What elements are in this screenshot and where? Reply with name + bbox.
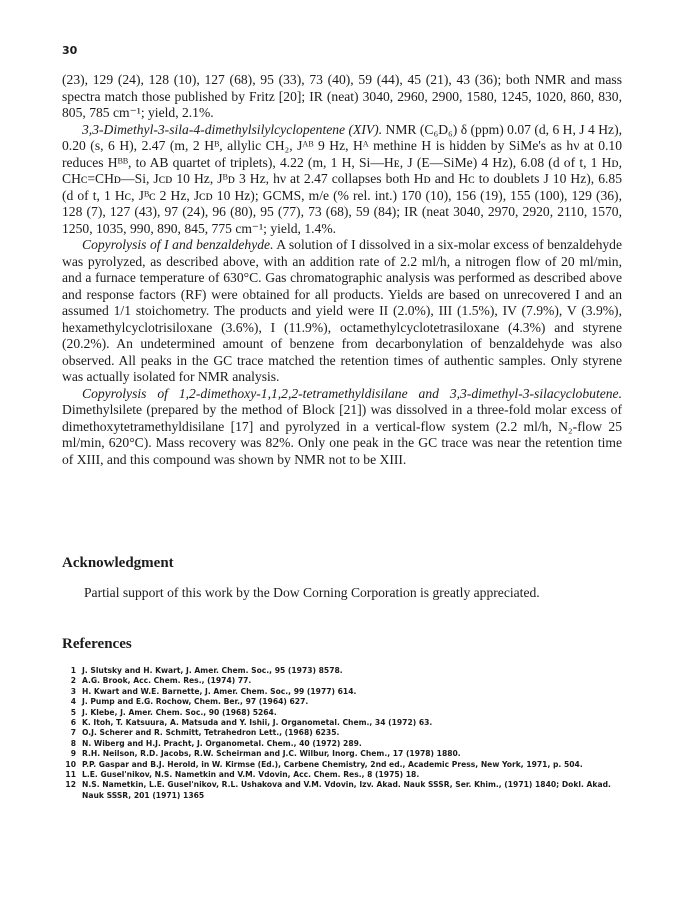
- reference-item: [62, 749, 627, 759]
- reference-number: 1: [70, 666, 76, 675]
- reference-text: K. Itoh, T. Katsuura, A. Matsuda and Y. Ishii, J. Organometal. Chem., 34 (1972) 63.: [82, 718, 433, 728]
- reference-item: [62, 708, 627, 718]
- paragraph-fritz-data: (23), 129 (24), 128 (10), 127 (68), 95 (33), 73 (40), 59 (44), 45 (21), 43 (36); both NMR and mass spectra match those published by Fritz [20]; IR (neat) 3040, 2960, 2900, 1580, 1245, 1020, 860, 830, 805, 785 cm⁻¹; yield, 2.1%.: [62, 72, 622, 120]
- reference-item: [62, 718, 627, 728]
- reference-text: A.G. Brook, Acc. Chem. Res., (1974) 77.: [82, 676, 252, 686]
- reference-text: P.P. Gaspar and B.J. Herold, in W. Kirmse (Ed.), Carbene Chemistry, 2nd ed., Academic Press, New York, 1971, p. 504.: [82, 759, 583, 769]
- reference-number: 10: [65, 759, 76, 769]
- reference-text: L.E. Gusel'nikov, N.S. Nametkin and V.M. Vdovin, Acc. Chem. Res., 8 (1975) 18.: [82, 770, 420, 780]
- reference-text: H. Kwart and W.E. Barnette, J. Amer. Chem. Soc., 99 (1977) 614.: [82, 686, 357, 696]
- acknowledgment-text: Partial support of this work by the Dow Corning Corporation is greatly appreciated.: [84, 585, 540, 600]
- reference-item: [62, 728, 627, 738]
- reference-item: [62, 739, 627, 749]
- reference-number: 5: [70, 707, 76, 717]
- reference-text: J. Slutsky and H. Kwart, J. Amer. Chem. Soc., 95 (1973) 8578.: [82, 666, 343, 675]
- references-heading: References: [62, 636, 132, 652]
- reference-text: J. Klebe, J. Amer. Chem. Soc., 90 (1968) 5264.: [82, 707, 277, 717]
- reference-text: N.S. Nametkin, L.E. Gusel'nikov, R.L. Ushakova and V.M. Vdovin, Izv. Akad. Nauk SSSR, Ser. Khim., (1971) 1840; Dokl. Akad. Nauk SSSR, 201 (1971) 1365: [82, 780, 611, 800]
- benzaldehyde-copyrolysis-title: Copyrolysis of I and benzaldehyde.: [82, 237, 274, 252]
- reference-text: O.J. Scherer and R. Schmitt, Tetrahedron Lett., (1968) 6235.: [82, 728, 340, 738]
- reference-number: 2: [70, 676, 76, 686]
- paragraph-benzaldehyde-copyrolysis: [62, 237, 622, 386]
- reference-number: 7: [70, 728, 76, 738]
- disilane-copyrolysis-title: Copyrolysis of 1,2-dimethoxy-1,1,2,2-tetramethyldisilane and 3,3-dimethyl-3-silacyclobutene.: [82, 385, 622, 401]
- reference-list: [62, 666, 627, 801]
- compound-xiv-title: 3,3-Dimethyl-3-sila-4-dimethylsilylcyclopentene (XIV).: [82, 121, 383, 137]
- reference-item: [62, 760, 627, 770]
- page-number: 30: [62, 44, 78, 57]
- acknowledgment-heading: Acknowledgment: [62, 555, 174, 571]
- paragraph-compound-xiv: [62, 122, 622, 238]
- reference-number: 4: [70, 697, 76, 707]
- reference-number: 3: [70, 686, 76, 696]
- reference-number: 8: [70, 738, 76, 748]
- reference-number: 11: [65, 770, 76, 780]
- reference-text: J. Pump and E.G. Rochow, Chem. Ber., 97 (1964) 627.: [82, 697, 309, 707]
- reference-text: R.H. Neilson, R.D. Jacobs, R.W. Scheirman and J.C. Wilbur, Inorg. Chem., 17 (1978) 1880.: [82, 749, 461, 759]
- reference-item: [62, 666, 627, 676]
- paragraph-disilane-copyrolysis: [62, 386, 622, 469]
- compound-xiv-data: NMR (C₆D₆) δ (ppm) 0.07 (d, 6 H, J 4 Hz), 0.20 (s, 6 H), 2.47 (m, 2 Hᴮ, allylic CH₂, Jᴬᴮ 9 Hz, Hᴬ methine H is hidden by SiMe's as hν at 0.10 reduces Hᴮᴮ, to AB quartet of triplets), 4.22 (m, 1 H, Si—Hᴇ, J (E—SiMe) 4 Hz), 6.08 (d of t, 1 Hᴅ, CHᴄ=CHᴅ—Si, Jᴄᴅ 10 Hz, Jᴮᴅ 3 Hz, hν at 2.47 collapses both Hᴅ and Hᴄ to doublets J 10 Hz), 6.85 (d of t, 1 Hᴄ, Jᴮᴄ 2 Hz, Jᴄᴅ 10 Hz); GCMS, m/e (% rel. int.) 170 (10), 156 (19), 155 (100), 129 (36), 128 (7), 127 (43), 97 (24), 96 (80), 95 (77), 73 (68), 59 (84); IR (neat 3040, 2970, 2920, 2110, 1570, 1250, 1035, 990, 890, 845, 775 cm⁻¹; yield, 1.4%.: [62, 121, 622, 236]
- benzaldehyde-copyrolysis-text: A solution of I dissolved in a six-molar excess of benzaldehyde was pyrolyzed, as described above, with an addition rate of 2.2 ml/h, a nitrogen flow of 20 ml/min, and a furnace temperature of 630°C. Gas chromatographic analysis was performed as described above and response factors (RF) were obtained for all products. Yields are based on unrecovered I and an assumed 1/1 stoichometry. The products and yield were II (2.0%), III (1.5%), IV (7.9%), V (3.9%), hexamethylcyclotrisiloxane (3.6%), I (11.9%), octamethylcyclotetrasiloxane (4.3%) and styrene (20.2%). An undetermined amount of benzene from decarbonylation of benzaldehyde was also observed. All peaks in the GC trace matched the retention times of authentic samples. Only styrene was actually isolated for NMR analysis.: [62, 237, 622, 384]
- reference-item: [62, 770, 627, 780]
- reference-number: 12: [65, 780, 76, 790]
- reference-item: [62, 780, 627, 801]
- reference-number: 6: [70, 718, 76, 728]
- disilane-copyrolysis-text: Dimethylsilete (prepared by the method of Block [21]) was dissolved in a three-fold molar excess of dimethoxytetramethyldisilane [17] and pyrolyzed in a vertical-flow system (2.2 ml/h, N₂-flow 25 ml/min, 620°C). Mass recovery was 82%. Only one peak in the GC trace was near the retention time of XIII, and this compound was shown by NMR not to be XIII.: [62, 402, 622, 467]
- experimental-text: [62, 72, 622, 468]
- reference-item: [62, 687, 627, 697]
- reference-number: 9: [70, 749, 76, 759]
- reference-text: N. Wiberg and H.J. Pracht, J. Organometal. Chem., 40 (1972) 289.: [82, 738, 362, 748]
- reference-item: [62, 676, 627, 686]
- reference-item: [62, 697, 627, 707]
